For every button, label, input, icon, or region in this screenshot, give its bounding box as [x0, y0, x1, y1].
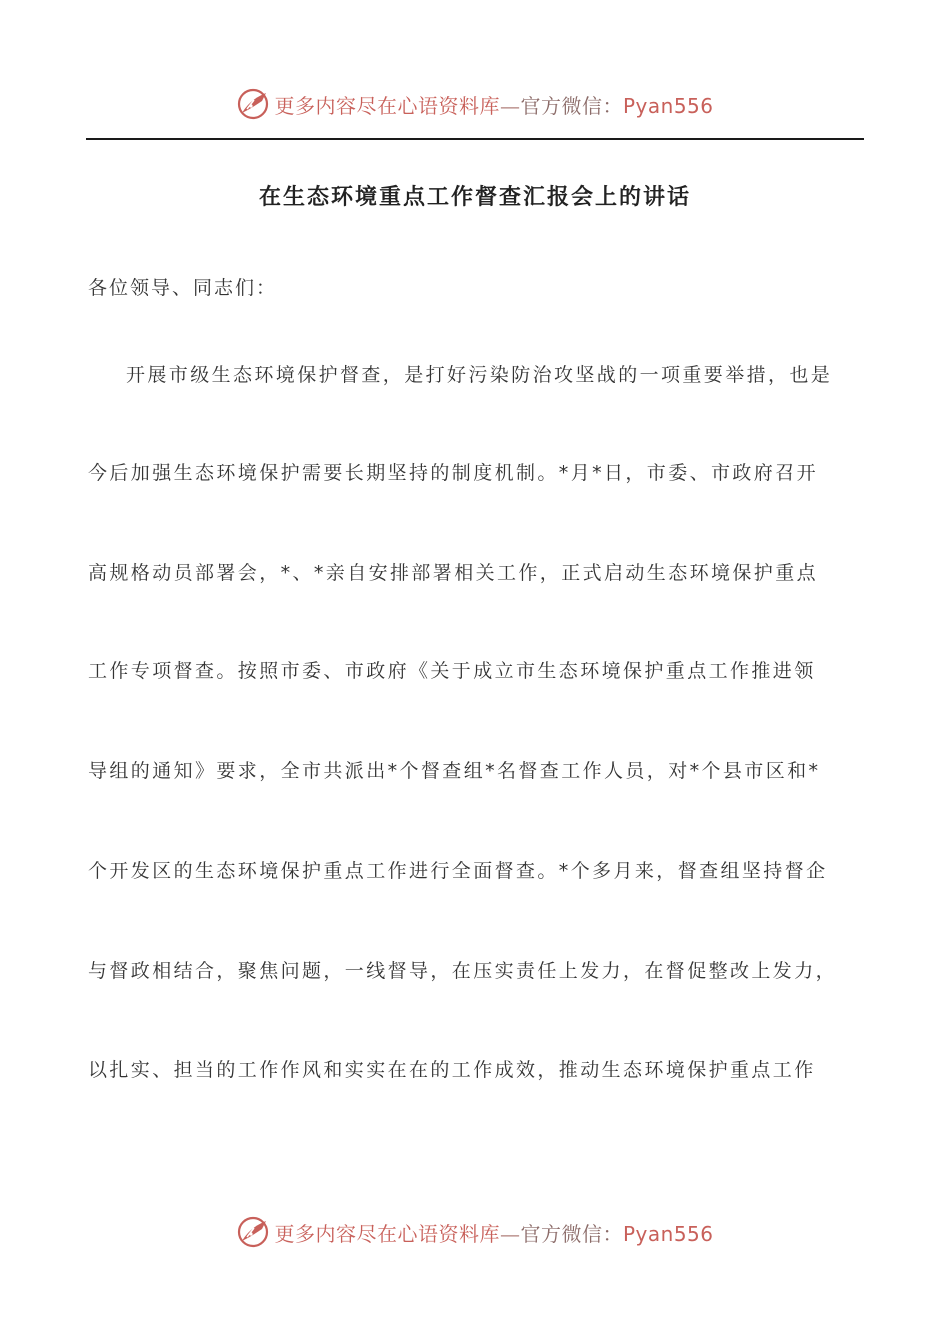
pen-nib-logo-icon — [236, 1215, 270, 1249]
header-divider — [86, 138, 864, 140]
banner-library-text: 更多内容尽在心语资料库 — [274, 1221, 500, 1246]
banner-wechat-id: Pyan556 — [622, 1221, 714, 1246]
banner-text — [274, 90, 713, 119]
body-line-3: 高规格动员部署会，*、*亲自安排部署相关工作，正式启动生态环境保护重点 — [88, 562, 819, 584]
salutation: 各位领导、同志们： — [88, 277, 278, 299]
body-line-4: 工作专项督查。按照市委、市政府《关于成立市生态环境保护重点工作推进领 — [88, 660, 816, 682]
footer-banner — [0, 1212, 950, 1252]
header-banner — [0, 84, 950, 124]
body-line-1: 开展市级生态环境保护督查，是打好污染防治攻坚战的一项重要举措，也是 — [126, 364, 833, 386]
banner-dash: — — [499, 1221, 521, 1246]
banner-text — [274, 1218, 713, 1247]
banner-library-text: 更多内容尽在心语资料库 — [274, 93, 500, 118]
banner-dash: — — [499, 93, 521, 118]
body-line-5: 导组的通知》要求，全市共派出*个督查组*名督查工作人员，对*个县市区和* — [88, 760, 821, 782]
pen-nib-logo-icon — [236, 87, 270, 121]
banner-wechat-label: 官方微信： — [520, 93, 623, 118]
body-line-7: 与督政相结合，聚焦问题，一线督导，在压实责任上发力，在督促整改上发力， — [88, 960, 838, 982]
body-line-8: 以扎实、担当的工作作风和实实在在的工作成效，推动生态环境保护重点工作 — [88, 1059, 816, 1081]
banner-wechat-id: Pyan556 — [622, 93, 714, 118]
body-line-2: 今后加强生态环境保护需要长期坚持的制度机制。*月*日，市委、市政府召开 — [88, 462, 819, 484]
body-line-6: 个开发区的生态环境保护重点工作进行全面督查。*个多月来，督查组坚持督企 — [88, 860, 828, 882]
banner-wechat-label: 官方微信： — [520, 1221, 623, 1246]
document-title: 在生态环境重点工作督查汇报会上的讲话 — [258, 185, 691, 210]
